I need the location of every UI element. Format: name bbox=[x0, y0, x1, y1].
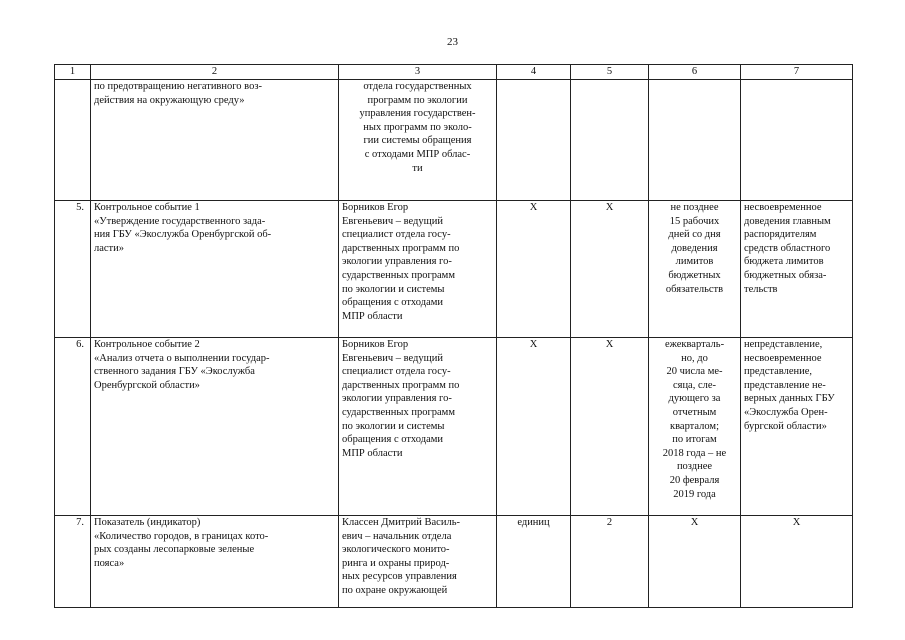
header-cell-6: 6 bbox=[649, 65, 741, 80]
deadline-cell: не позднее 15 рабочих дней со дня доведения лимитов бюджетных обязательств bbox=[649, 201, 741, 338]
responsible-cell: Борников Егор Евгеньевич – ведущий специалист отдела госу- дарственных программ по экологии управления го- сударственных программ по экологии и системы обращения с отходами МПР области bbox=[339, 338, 497, 516]
deadline-cell: Х bbox=[649, 516, 741, 608]
consequence-cell bbox=[741, 80, 853, 201]
row-number bbox=[55, 80, 91, 201]
event-cell: Показатель (индикатор) «Количество городов, в границах кото- рых созданы лесопарковые зеленые пояса» bbox=[91, 516, 339, 608]
header-cell-3: 3 bbox=[339, 65, 497, 80]
header-cell-7: 7 bbox=[741, 65, 853, 80]
value-cell: Х bbox=[571, 338, 649, 516]
unit-cell bbox=[497, 80, 571, 201]
consequence-cell: непредставление, несвоевременное представление, представление не- верных данных ГБУ «Экослужба Орен- бургской области» bbox=[741, 338, 853, 516]
value-cell: Х bbox=[571, 201, 649, 338]
event-cell: Контрольное событие 1 «Утверждение государственного зада- ния ГБУ «Экослужба Оренбургской об- ласти» bbox=[91, 201, 339, 338]
unit-cell: Х bbox=[497, 201, 571, 338]
table-row bbox=[55, 80, 853, 201]
unit-cell: Х bbox=[497, 338, 571, 516]
row-number: 7. bbox=[55, 516, 91, 608]
row-number: 6. bbox=[55, 338, 91, 516]
responsible-cell: отдела государственных программ по экологии управления государствен- ных программ по эколо- гии системы обращения с отходами МПР облас- ти bbox=[339, 80, 497, 201]
responsible-cell: Классен Дмитрий Василь- евич – начальник отдела экологического монито- ринга и охраны природ- ных ресурсов управления по охране окружающей bbox=[339, 516, 497, 608]
table-row bbox=[55, 516, 853, 608]
event-cell: Контрольное событие 2 «Анализ отчета о выполнении государ- ственного задания ГБУ «Экослужба Оренбургской области» bbox=[91, 338, 339, 516]
header-row bbox=[55, 65, 853, 80]
unit-cell: единиц bbox=[497, 516, 571, 608]
responsible-cell: Борников Егор Евгеньевич – ведущий специалист отдела госу- дарственных программ по экологии управления го- сударственных программ по экологии и системы обращения с отходами МПР области bbox=[339, 201, 497, 338]
consequence-cell: Х bbox=[741, 516, 853, 608]
header-cell-5: 5 bbox=[571, 65, 649, 80]
event-cell: по предотвращению негативного воз- действия на окружающую среду» bbox=[91, 80, 339, 201]
header-cell-2: 2 bbox=[91, 65, 339, 80]
deadline-cell bbox=[649, 80, 741, 201]
consequence-cell: несвоевременное доведения главным распорядителям средств областного бюджета лимитов бюджетных обяза- тельств bbox=[741, 201, 853, 338]
table-row bbox=[55, 338, 853, 516]
row-number: 5. bbox=[55, 201, 91, 338]
plan-table bbox=[54, 64, 853, 608]
header-cell-4: 4 bbox=[497, 65, 571, 80]
deadline-cell: ежекварталь- но, до 20 числа ме- сяца, сле- дующего за отчетным кварталом; по итогам 2018 года – не позднее 20 февраля 2019 года bbox=[649, 338, 741, 516]
value-cell: 2 bbox=[571, 516, 649, 608]
page-number: 23 bbox=[447, 36, 458, 48]
table-row bbox=[55, 201, 853, 338]
value-cell bbox=[571, 80, 649, 201]
header-cell-1: 1 bbox=[55, 65, 91, 80]
